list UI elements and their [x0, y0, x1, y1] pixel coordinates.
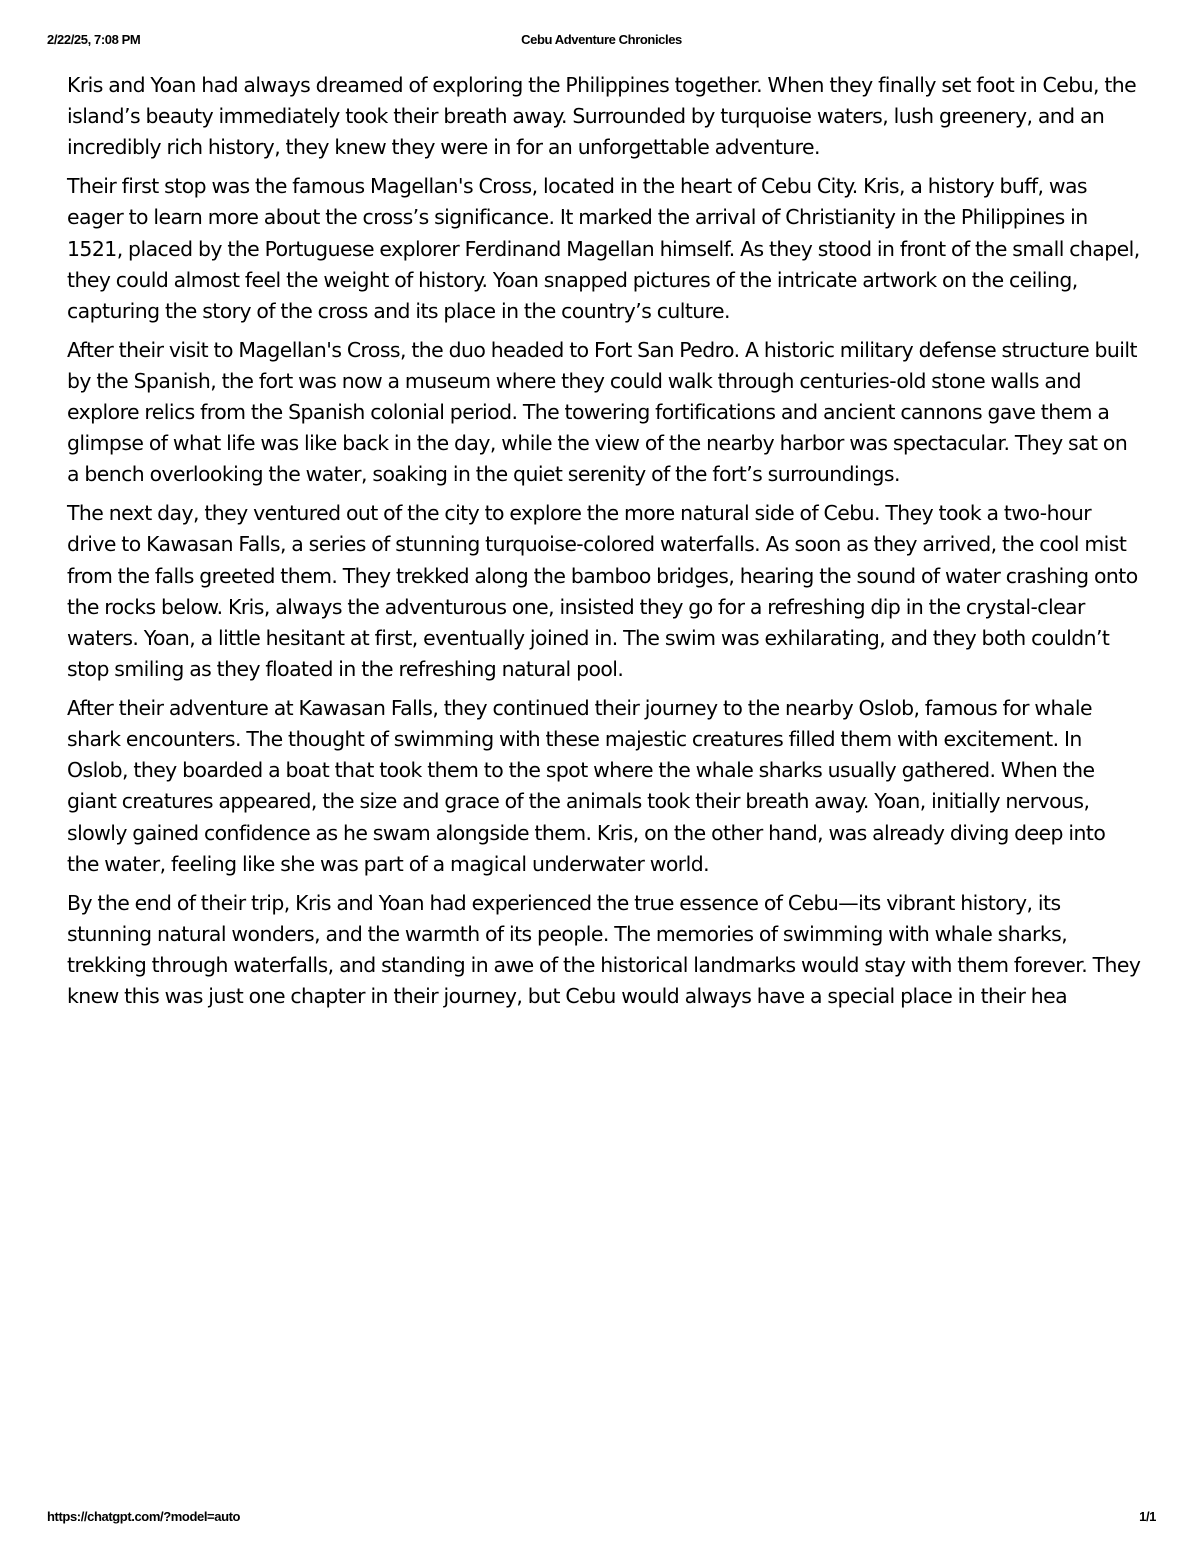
paragraph-2: Their first stop was the famous Magellan's Cross, located in the heart of Cebu City. Kris, a history buff, was eager to learn more about the cross’s significance. It marked the arrival of Christianity in the Philippines in 1521, placed by the Portuguese explorer Ferdinand Magellan himself. As they stood in front of the small chapel, they could almost feel the weight of history. Yoan snapped pictures of the intricate artwork on the ceiling, capturing the story of the cross and its place in the country’s culture.	[67, 174, 1140, 323]
paragraph-4: The next day, they ventured out of the city to explore the more natural side of Cebu. They took a two-hour drive to Kawasan Falls, a series of stunning turquoise-colored waterfalls. As soon as they arrived, the cool mist from the falls greeted them. They trekked along the bamboo bridges, hearing the sound of water crashing onto the rocks below. Kris, always the adventurous one, insisted they go for a refreshing dip in the crystal-clear waters. Yoan, a little hesitant at first, eventually joined in. The swim was exhilarating, and they both couldn’t stop smiling as they floated in the refreshing natural pool.	[67, 501, 1138, 682]
page-url: https://chatgpt.com/?model=auto	[47, 1509, 241, 1524]
print-datetime: 2/22/25, 7:08 PM	[47, 32, 141, 47]
paragraph-3: After their visit to Magellan's Cross, the duo headed to Fort San Pedro. A historic military defense structure built by the Spanish, the fort was now a museum where they could walk through centuries-old stone walls and explore relics from the Spanish colonial period. The towering fortifications and ancient cannons gave them a glimpse of what life was like back in the day, while the view of the nearby harbor was spectacular. They sat on a bench overlooking the water, soaking in the quiet serenity of the fort’s surroundings.	[67, 337, 1137, 487]
paragraph-5: After their adventure at Kawasan Falls, they continued their journey to the nearby Oslob, famous for whale shark encounters. The thought of swimming with these majestic creatures filled them with excitement. In Oslob, they boarded a boat that took them to the spot where the whale sharks usually gathered. When the giant creatures appeared, the size and grace of the animals took their breath away. Yoan, initially nervous, slowly gained confidence as he swam alongside them. Kris, on the other hand, was already diving deep into the water, feeling like she was part of a magical underwater world.	[67, 695, 1106, 876]
document-body	[67, 70, 1142, 1020]
page-number: 1/1	[1139, 1509, 1156, 1524]
print-header	[47, 32, 1156, 50]
document-title: Cebu Adventure Chronicles	[521, 32, 682, 47]
paragraph-1: Kris and Yoan had always dreamed of exploring the Philippines together. When they finally set foot in Cebu, the island’s beauty immediately took their breath away. Surrounded by turquoise waters, lush greenery, and an incredibly rich history, they knew they were in for an unforgettable adventure.	[67, 73, 1137, 160]
print-footer	[47, 1509, 1156, 1527]
paragraph-6: By the end of their trip, Kris and Yoan had experienced the true essence of Cebu—its vibrant history, its stunning natural wonders, and the warmth of its people. The memories of swimming with whale sharks, trekking through waterfalls, and standing in awe of the historical landmarks would stay with them forever. They knew this was just one chapter in their journey, but Cebu would always have a special place in their hea	[67, 890, 1141, 1009]
